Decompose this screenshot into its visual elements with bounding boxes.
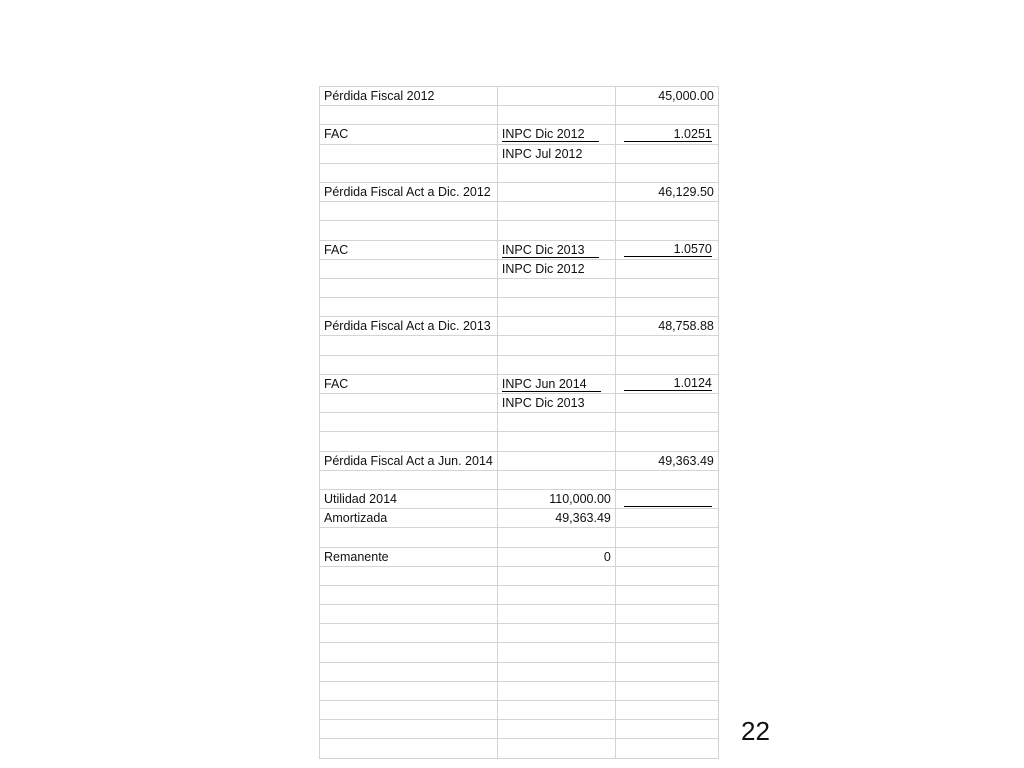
table-row (320, 701, 719, 720)
cell-label (320, 605, 498, 624)
numerator-index: INPC Dic 2012 (502, 127, 599, 142)
cell-label (320, 278, 498, 297)
cell-value (615, 662, 718, 681)
cell-value (615, 585, 718, 604)
cell-index (497, 163, 615, 182)
cell-value (615, 278, 718, 297)
cell-value (615, 720, 718, 739)
cell-value (615, 624, 718, 643)
factor-value: 1.0251 (624, 127, 712, 142)
factor-value: 1.0124 (624, 376, 712, 391)
cell-label: FAC (320, 374, 498, 393)
table-row (320, 739, 719, 758)
cell-index (497, 336, 615, 355)
cell-index (497, 374, 615, 393)
cell-label (320, 202, 498, 221)
spreadsheet-table (319, 86, 719, 759)
cell-label (320, 432, 498, 451)
cell-value (615, 413, 718, 432)
cell-label (320, 163, 498, 182)
cell-label (320, 624, 498, 643)
cell-label (320, 221, 498, 240)
cell-label (320, 566, 498, 585)
cell-index (497, 470, 615, 489)
cell-value: 48,758.88 (615, 317, 718, 336)
cell-value (615, 528, 718, 547)
table-row (320, 125, 719, 144)
cell-index (497, 643, 615, 662)
table-row (320, 202, 719, 221)
table-row (320, 624, 719, 643)
cell-label (320, 144, 498, 163)
table-row (320, 106, 719, 125)
table-row (320, 317, 719, 336)
table-row (320, 355, 719, 374)
cell-label (320, 298, 498, 317)
cell-label: Remanente (320, 547, 498, 566)
table-row (320, 432, 719, 451)
numerator-index: INPC Jun 2014 (502, 377, 601, 392)
cell-value (615, 432, 718, 451)
numerator-index: INPC Dic 2013 (502, 243, 599, 258)
cell-label (320, 394, 498, 413)
cell-value (615, 701, 718, 720)
cell-index (497, 182, 615, 201)
cell-label: Amortizada (320, 509, 498, 528)
table-row (320, 336, 719, 355)
cell-label (320, 528, 498, 547)
cell-value (615, 470, 718, 489)
cell-value (615, 163, 718, 182)
cell-label (320, 470, 498, 489)
cell-value (615, 221, 718, 240)
table-row (320, 566, 719, 585)
table-row (320, 413, 719, 432)
cell-index (497, 528, 615, 547)
cell-value: 49,363.49 (615, 451, 718, 470)
table-row (320, 374, 719, 393)
cell-label: Utilidad 2014 (320, 489, 498, 508)
cell-index (497, 585, 615, 604)
table-row (320, 259, 719, 278)
factor-value: 1.0570 (624, 242, 712, 257)
cell-value (615, 739, 718, 758)
table-row (320, 509, 719, 528)
cell-value (615, 681, 718, 700)
cell-index (497, 278, 615, 297)
blank-underline (624, 492, 712, 507)
table-row (320, 144, 719, 163)
table-row (320, 221, 719, 240)
cell-label (320, 106, 498, 125)
cell-value (615, 394, 718, 413)
cell-index (497, 87, 615, 106)
cell-label (320, 355, 498, 374)
cell-label: Pérdida Fiscal Act a Jun. 2014 (320, 451, 498, 470)
cell-index: INPC Dic 2012 (497, 259, 615, 278)
cell-value (615, 259, 718, 278)
table-row (320, 720, 719, 739)
table-row (320, 240, 719, 259)
cell-value (615, 489, 718, 508)
table-row (320, 182, 719, 201)
cell-value (615, 240, 718, 259)
cell-index (497, 298, 615, 317)
table-row (320, 662, 719, 681)
cell-index (497, 566, 615, 585)
cell-index (497, 240, 615, 259)
cell-value (615, 566, 718, 585)
cell-index: 49,363.49 (497, 509, 615, 528)
cell-index (497, 355, 615, 374)
cell-index: INPC Jul 2012 (497, 144, 615, 163)
cell-value (615, 144, 718, 163)
cell-value (615, 125, 718, 144)
table-row (320, 394, 719, 413)
cell-label: Pérdida Fiscal Act a Dic. 2012 (320, 182, 498, 201)
cell-label: FAC (320, 240, 498, 259)
cell-index (497, 701, 615, 720)
cell-index (497, 624, 615, 643)
cell-value (615, 509, 718, 528)
cell-index (497, 681, 615, 700)
cell-label (320, 259, 498, 278)
cell-label (320, 662, 498, 681)
cell-index: 110,000.00 (497, 489, 615, 508)
cell-index (497, 451, 615, 470)
cell-label (320, 720, 498, 739)
cell-value (615, 106, 718, 125)
cell-value (615, 547, 718, 566)
cell-index (497, 125, 615, 144)
cell-index (497, 739, 615, 758)
cell-label (320, 643, 498, 662)
cell-value (615, 336, 718, 355)
table-row (320, 547, 719, 566)
cell-index (497, 720, 615, 739)
cell-value (615, 643, 718, 662)
page-number: 22 (741, 716, 770, 746)
table-row (320, 278, 719, 297)
cell-index (497, 317, 615, 336)
table-row (320, 528, 719, 547)
cell-index (497, 432, 615, 451)
cell-label (320, 701, 498, 720)
cell-value: 45,000.00 (615, 87, 718, 106)
cell-label (320, 413, 498, 432)
table-row (320, 585, 719, 604)
cell-value (615, 355, 718, 374)
cell-index (497, 221, 615, 240)
cell-index (497, 662, 615, 681)
cell-label: Pérdida Fiscal Act a Dic. 2013 (320, 317, 498, 336)
cell-value (615, 298, 718, 317)
table-row (320, 643, 719, 662)
cell-index (497, 413, 615, 432)
cell-label (320, 681, 498, 700)
table-row (320, 87, 719, 106)
cell-label (320, 739, 498, 758)
cell-value: 46,129.50 (615, 182, 718, 201)
table-row (320, 451, 719, 470)
cell-index: 0 (497, 547, 615, 566)
cell-index (497, 605, 615, 624)
table-row (320, 681, 719, 700)
table-row (320, 470, 719, 489)
cell-value (615, 202, 718, 221)
table-row (320, 298, 719, 317)
cell-label: FAC (320, 125, 498, 144)
cell-label (320, 585, 498, 604)
cell-index (497, 202, 615, 221)
cell-index: INPC Dic 2013 (497, 394, 615, 413)
cell-label (320, 336, 498, 355)
cell-index (497, 106, 615, 125)
table-row (320, 163, 719, 182)
cell-value (615, 374, 718, 393)
table-row (320, 605, 719, 624)
cell-value (615, 605, 718, 624)
table-row (320, 489, 719, 508)
cell-label: Pérdida Fiscal 2012 (320, 87, 498, 106)
